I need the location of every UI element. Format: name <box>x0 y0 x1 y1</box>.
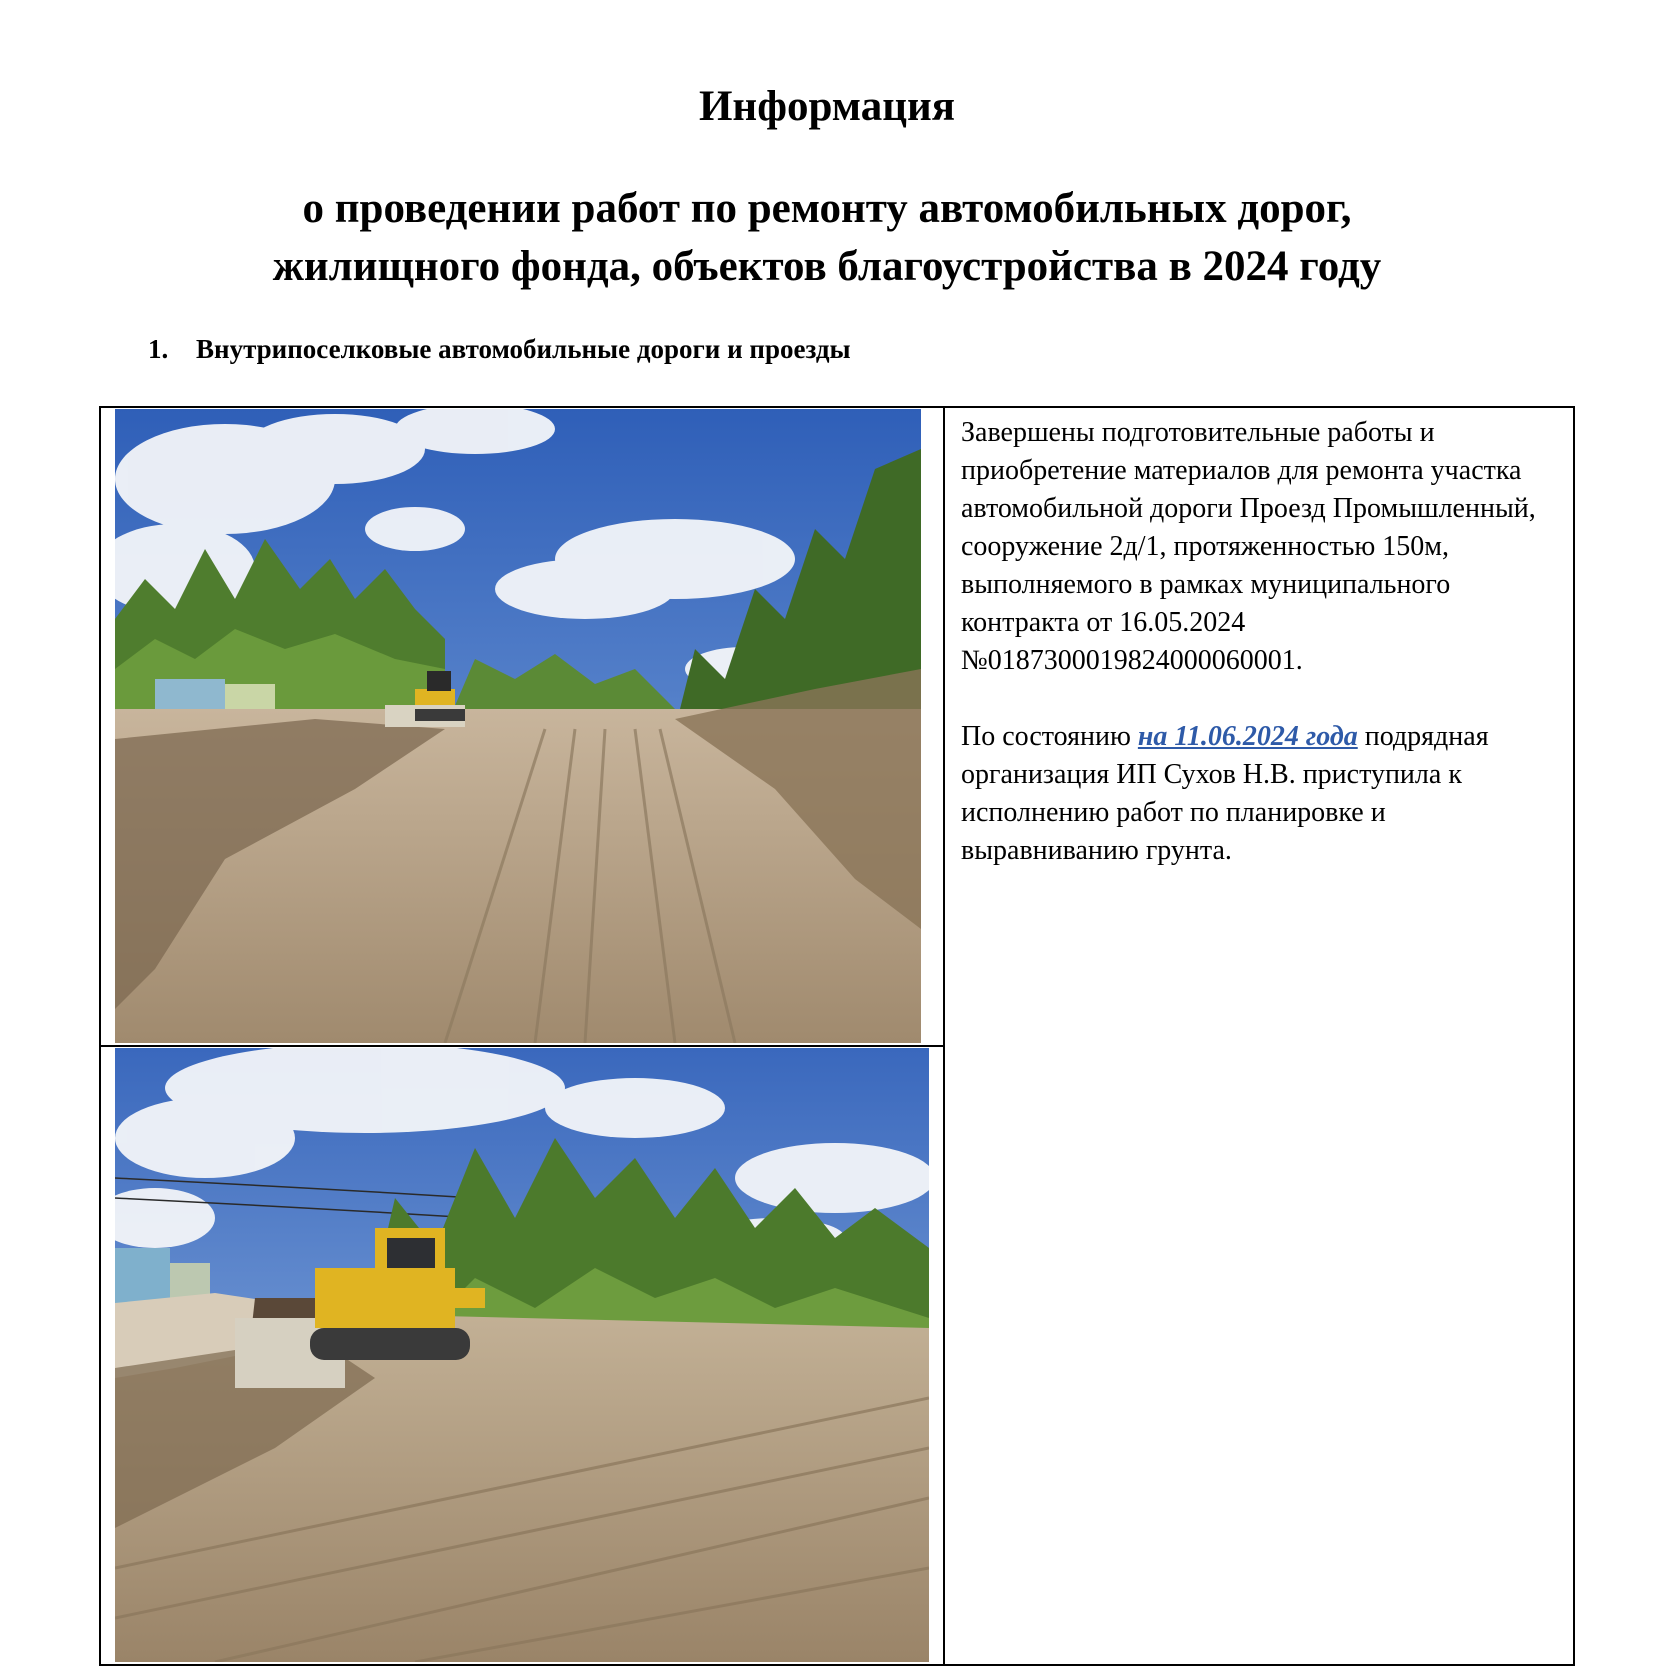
road-work-photo-2 <box>115 1048 929 1662</box>
section-number: 1. <box>148 334 169 364</box>
document-title: Информация <box>698 83 956 130</box>
subtitle-line-1: о проведении работ по ремонту автомобильных дорог, <box>302 185 1352 232</box>
description-paragraph: Завершены подготовительные работы и приобретение материалов для ремонта участка автомобильной дороги Проезд Промышленный, сооружение 2д/1, протяженностью 150м, выполняемого в рамках муниципального контракта от 16.05.2024 №0187300019824000060001. <box>961 417 1536 676</box>
photo-2-illustration <box>115 1048 929 1662</box>
status-prefix: По состоянию <box>961 721 1131 752</box>
section-heading-text: Внутрипоселковые автомобильные дороги и проезды <box>196 334 851 364</box>
status-paragraph <box>961 718 1561 870</box>
subtitle-line-2: жилищного фонда, объектов благоустройства в 2024 году <box>272 243 1382 290</box>
table-column-divider <box>943 408 945 1664</box>
road-work-photo-1 <box>115 409 921 1043</box>
document-subtitle <box>0 180 1654 296</box>
section-heading <box>148 334 851 365</box>
report-table <box>99 406 1575 1666</box>
status-suffix: подрядная организация ИП Сухов Н.В. приступила к исполнению работ по планировке и выравниванию грунта. <box>961 721 1489 866</box>
table-row-divider <box>101 1045 945 1047</box>
description-cell <box>961 414 1561 870</box>
status-date-link[interactable]: на 11.06.2024 года <box>1137 721 1358 752</box>
photo-1-illustration <box>115 409 921 1043</box>
